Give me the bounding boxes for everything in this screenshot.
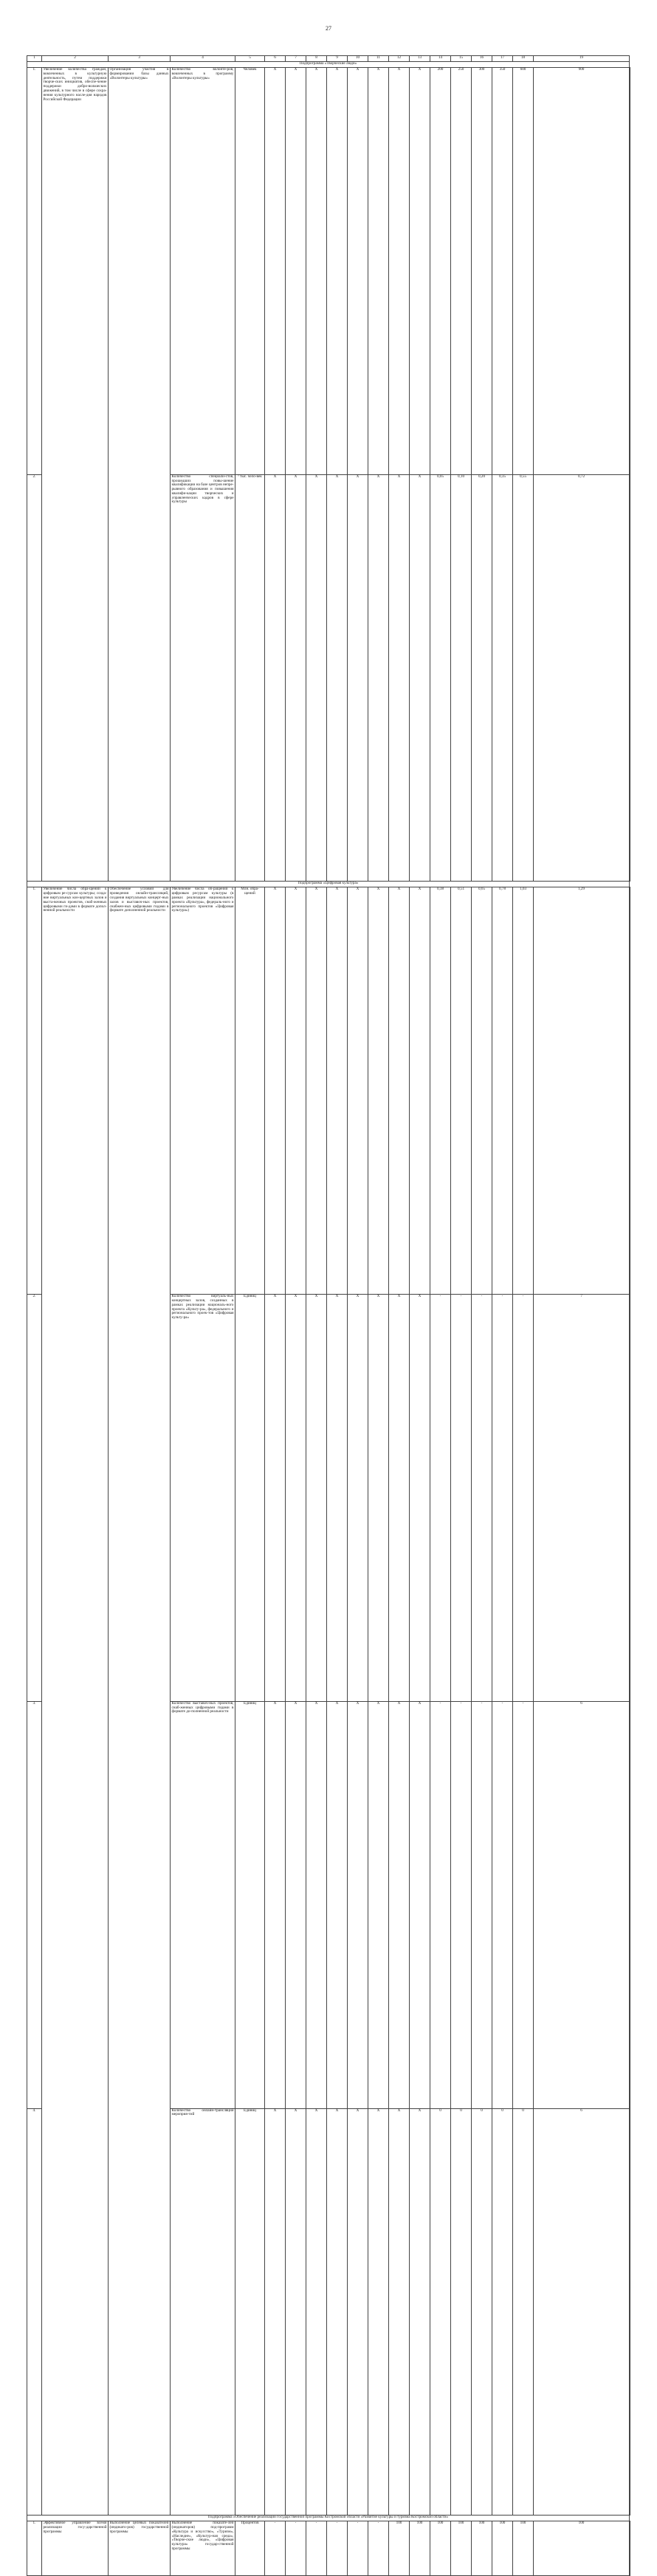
value-cell: Х (348, 1295, 368, 1702)
value-cell: 350 (492, 68, 513, 475)
value-cell: Х (306, 474, 327, 882)
value-cell: Х (410, 1701, 430, 2108)
value-cell: - (472, 1701, 492, 2108)
value-cell: Х (327, 2108, 348, 2516)
row-number: 1. (27, 68, 42, 475)
header-cell: 10 (348, 56, 368, 62)
event-cell: Обеспечение условий для проведения онлайн-трансляций, создания виртуальных концерт-ных залов и выставоч-ных проектов, снабжен-ных цифровыми гидами в формате дополненной реальности (109, 887, 171, 2516)
value-cell: 0,65 (472, 887, 492, 1295)
value-cell: - (492, 1295, 513, 1702)
unit-cell: Единиц (235, 1701, 265, 2108)
row-number: 4. (27, 2108, 42, 2516)
value-cell: Х (286, 1295, 306, 1702)
value-cell: Х (306, 887, 327, 1295)
table-row (27, 2521, 630, 2576)
header-cell: 8 (306, 56, 327, 62)
value-cell: Х (368, 68, 389, 475)
row-number: 1. (27, 887, 42, 1295)
value-cell: 1,29 (534, 887, 630, 1295)
value-cell: 100 (389, 2521, 410, 2576)
value-cell: Х (348, 68, 368, 475)
indicator-cell: Количество выставоч-ных проектов, снаб-женных цифровыми гидами в формате до-полненной реальности (171, 1701, 235, 2108)
header-cell: 14 (430, 56, 451, 62)
value-cell: 0,78 (492, 887, 513, 1295)
value-cell: Х (286, 887, 306, 1295)
header-cell: 7 (286, 56, 306, 62)
value-cell: - (368, 2521, 389, 2576)
value-cell: Х (306, 68, 327, 475)
header-cell: 19 (534, 56, 630, 62)
table-row (27, 68, 630, 475)
value-cell: - (451, 1701, 472, 2108)
indicator-cell: Количество онлайн-трансляций мероприя-тий (171, 2108, 235, 2516)
value-cell: Х (265, 474, 286, 882)
header-cell: 9 (327, 56, 348, 62)
unit-cell: ¹ тыс. чело-век (235, 474, 265, 882)
value-cell: - (513, 1701, 534, 2108)
value-cell: 100 (472, 2521, 492, 2576)
value-cell: 0,10 (451, 474, 472, 882)
section-title: Подпрограмма «Цифровая культура» (27, 882, 630, 887)
header-cell: 2 (42, 56, 109, 62)
unit-cell: Единиц (235, 2108, 265, 2516)
value-cell: Х (410, 68, 430, 475)
header-cell: 15 (451, 56, 472, 62)
value-cell: Х (286, 474, 306, 882)
value-cell: 6 (534, 2108, 630, 2516)
row-number: 2. (27, 474, 42, 882)
task-cell: Эффективное управление всеми реализации госу-дарственной программы (42, 2521, 109, 2576)
value-cell: Х (368, 474, 389, 882)
value-cell: 100 (492, 2521, 513, 2576)
header-cell: 11 (368, 56, 389, 62)
value-cell: - (430, 1295, 451, 1702)
header-cell: 12 (389, 56, 410, 62)
header-cell: 16 (472, 56, 492, 62)
indicator-cell: Количество виртуаль-ных концертных залов, созданных в рамках реализации националь-ного проекта «Культу-ра», федерального и регионального проек-тов «Цифровая культу-ра» (171, 1295, 235, 1702)
value-cell: Х (389, 474, 410, 882)
header-cell: 4 (171, 56, 235, 62)
value-cell: Х (389, 2108, 410, 2516)
value-cell: Х (286, 68, 306, 475)
indicator-cell: Количество волонте-ров, вовлеченных в программу «Волонтеры культуры» (171, 68, 235, 475)
section-title: Подпрограмма «Творческие люди» (27, 62, 630, 68)
value-cell: 0,05 (430, 474, 451, 882)
value-cell: 0 (451, 2108, 472, 2516)
value-cell: 0,20 (472, 474, 492, 882)
table-row (27, 887, 630, 1295)
value-cell: Х (410, 1295, 430, 1702)
value-cell: Х (306, 1701, 327, 2108)
value-cell: 0,38 (430, 887, 451, 1295)
task-cell: Увеличение количества граждан, вовлеченных в культурную деятельность, путем поддержки творче-ских инициатив, обеспе-чение поддержки добро-вольческих движений, в том числе в сфере сохра-нения культурного насле-дия народов Российской Федерации (42, 68, 109, 882)
value-cell: Х (348, 1701, 368, 2108)
value-cell: Х (265, 887, 286, 1295)
value-cell: - (306, 2521, 327, 2576)
value-cell: 0 (430, 2108, 451, 2516)
value-cell: Х (286, 2108, 306, 2516)
unit-cell: Единиц (235, 1295, 265, 1702)
value-cell: Х (306, 2108, 327, 2516)
value-cell: Х (265, 2108, 286, 2516)
value-cell: Х (410, 474, 430, 882)
value-cell: Х (327, 1701, 348, 2108)
header-cell: 3 (109, 56, 171, 62)
value-cell: Х (348, 474, 368, 882)
value-cell: - (348, 2521, 368, 2576)
header-cell: 6 (265, 56, 286, 62)
value-cell: 900 (534, 68, 630, 475)
value-cell: 100 (430, 2521, 451, 2576)
value-cell: Х (265, 1295, 286, 1702)
unit-cell: Млн. обра-щений (235, 887, 265, 1295)
value-cell: Х (389, 68, 410, 475)
value-cell: Х (306, 1295, 327, 1702)
row-number: 2. (27, 1295, 42, 1702)
value-cell: 100 (513, 2521, 534, 2576)
value-cell: Х (368, 2108, 389, 2516)
value-cell: 300 (472, 68, 492, 475)
value-cell: 100 (534, 2521, 630, 2576)
value-cell: - (327, 2521, 348, 2576)
event-cell: Организация участия в формировании базы данных «Волонтеры культуры» (109, 68, 171, 882)
header-cell: 18 (513, 56, 534, 62)
value-cell: 600 (513, 68, 534, 475)
indicators-table (27, 55, 630, 2576)
value-cell: Х (410, 887, 430, 1295)
indicator-cell: Увеличение числа об-ращений к цифровым ресурсам культуры (в рамках реализации национального проекта «Культура», федераль-ного и регионального проектов «Цифровая культура») (171, 887, 235, 1295)
page-number: 27 (326, 25, 331, 32)
header-cell: 17 (492, 56, 513, 62)
value-cell: Х (348, 887, 368, 1295)
header-cell: 5 (235, 56, 265, 62)
value-cell: 0,72 (534, 474, 630, 882)
value-cell: Х (368, 887, 389, 1295)
value-cell: 7 (534, 1295, 630, 1702)
row-number: 3. (27, 1701, 42, 2108)
value-cell: - (430, 1701, 451, 2108)
value-cell: - (472, 1295, 492, 1702)
value-cell: 100 (451, 2521, 472, 2576)
value-cell: 0,55 (513, 474, 534, 882)
value-cell: Х (327, 68, 348, 475)
value-cell: Х (265, 1701, 286, 2108)
value-cell: Х (368, 1295, 389, 1702)
header-cell: 1 (27, 56, 42, 62)
value-cell: 200 (430, 68, 451, 475)
section-title: Подпрограмма «Обеспечение реализации государственной программы Костромской области «Развитие культуры и туризма Костромской области» (27, 2516, 630, 2521)
value-cell: Х (327, 1295, 348, 1702)
value-cell: - (265, 2521, 286, 2576)
unit-cell: Процентов (235, 2521, 265, 2576)
value-cell: 1,03 (513, 887, 534, 1295)
header-cell: 13 (410, 56, 430, 62)
value-cell: 0 (513, 2108, 534, 2516)
indicator-cell: Количество специали-стов, прошедших повы-шение квалификации на базе центров непре-рывного образования и повышения квалифи-кации творческих и управленческих кадров в сфере культуры (171, 474, 235, 882)
value-cell: Х (368, 1701, 389, 2108)
value-cell: 0,35 (492, 474, 513, 882)
value-cell: Х (286, 1701, 306, 2108)
value-cell: Х (348, 2108, 368, 2516)
unit-cell: Человек (235, 68, 265, 475)
value-cell: 6 (534, 1701, 630, 2108)
task-cell: Увеличение числа обра-щений к цифровым ре-сурсам культуры; созда-ние виртуальных кон-цертных залов и выста-вочных проектов, снаб-женных цифровыми ги-дами в формате допол-ненной реальности (42, 887, 109, 2516)
value-cell: - (286, 2521, 306, 2576)
value-cell: - (513, 1295, 534, 1702)
value-cell: - (451, 1295, 472, 1702)
value-cell: 0,51 (451, 887, 472, 1295)
value-cell: - (492, 1701, 513, 2108)
value-cell: 250 (451, 68, 472, 475)
value-cell: Х (389, 887, 410, 1295)
value-cell: Х (389, 1701, 410, 2108)
event-cell: Выполнение целевых показателей (индикато-ров) государственной программы (109, 2521, 171, 2576)
value-cell: Х (327, 474, 348, 882)
value-cell: Х (410, 2108, 430, 2516)
indicator-cell: Выполнение показате-лей (индикаторов) под-программ «Культура и искусство», «Туризм», «Наследие», «Культур-ная среда», «Творче-ские люди», «Цифровая культура» государ-ственной программы (171, 2521, 235, 2576)
value-cell: Х (389, 1295, 410, 1702)
row-number: 1. (27, 2521, 42, 2576)
value-cell: 100 (410, 2521, 430, 2576)
value-cell: Х (327, 887, 348, 1295)
value-cell: 0 (472, 2108, 492, 2516)
value-cell: Х (265, 68, 286, 475)
value-cell: 0 (492, 2108, 513, 2516)
